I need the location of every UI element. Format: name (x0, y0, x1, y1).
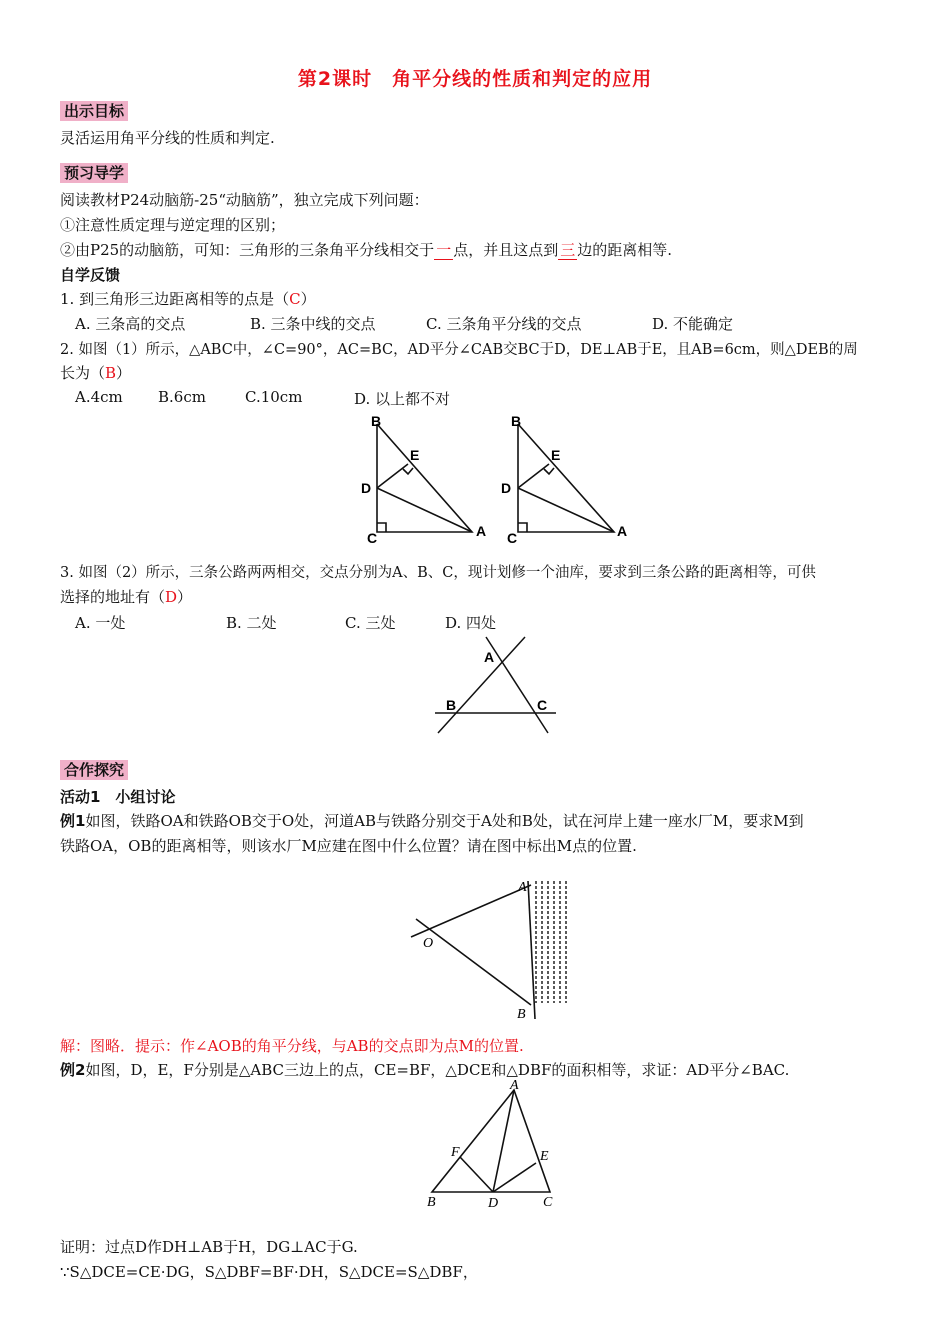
question-2-line1: 2. 如图（1）所示，△ABC中，∠C=90°，AC=BC，AD平分∠CAB交BC于D，DE⊥AB于E，且AB=6cm，则△DEB的周 (60, 342, 858, 358)
fig2-label-b: B (446, 697, 457, 713)
blank-answer-1: 一 (436, 241, 452, 259)
q2-option-a: A.4cm (75, 388, 123, 406)
figure-triangle-abc (418, 1078, 568, 1213)
example-1-line2: 铁路OA，OB的距离相等，则该水厂M应建在图中什么位置？请在图中标出M点的位置. (60, 837, 637, 855)
figure-three-roads (430, 635, 565, 740)
fig1-label-a: A (476, 523, 487, 539)
activity-heading: 活动1 小组讨论 (60, 788, 176, 806)
segment-ad (493, 1090, 514, 1192)
q1-option-a: A. 三条高的交点 (75, 315, 186, 333)
preview-intro: 阅读教材P24动脑筋-25“动脑筋”，独立完成下列问题： (60, 191, 429, 209)
q1-option-b: B. 三条中线的交点 (250, 315, 376, 333)
section-objectives (60, 100, 128, 121)
figure-railways-river (408, 873, 578, 1023)
road-ac (486, 637, 548, 733)
example-1-answer: 解：图略．提示：作∠AOB的角平分线，与AB的交点即为点M的位置. (60, 1037, 524, 1055)
triangle-left (377, 424, 472, 532)
fig2-label-c: C (537, 697, 548, 713)
river-ab (528, 881, 535, 1019)
explore-tag: 合作探究 (60, 760, 128, 780)
road-ab (438, 637, 525, 733)
proof-line-1: 证明：过点D作DH⊥AB于H，DG⊥AC于G. (60, 1238, 358, 1256)
section-preview (60, 162, 128, 183)
q3-option-b: B. 二处 (226, 614, 277, 632)
question-3-line2: 选择的地址有（D） (60, 588, 193, 606)
fig1-label-a2: A (617, 523, 628, 539)
triangle-right (518, 424, 614, 532)
fig4-label-e: E (540, 1149, 549, 1164)
section-explore (60, 759, 128, 780)
q1-option-d: D. 不能确定 (652, 315, 734, 333)
fig1-label-e2: E (551, 447, 561, 463)
q2-option-d: D. 以上都不对 (354, 390, 451, 408)
fig1-label-b: B (371, 413, 382, 429)
figure-right-triangles (355, 412, 645, 547)
question-2-line2: 长为（B） (60, 364, 132, 382)
fig4-label-f: F (451, 1145, 460, 1160)
q3-answer: D (165, 588, 178, 606)
segment-fd (460, 1157, 493, 1192)
fig1-label-e: E (410, 447, 420, 463)
objectives-tag: 出示目标 (60, 101, 128, 121)
q1-option-c: C. 三条角平分线的交点 (426, 315, 582, 333)
fig1-label-c: C (367, 530, 378, 546)
fig4-label-a: A (510, 1078, 519, 1093)
fig1-label-c2: C (507, 530, 518, 546)
segment-ed (493, 1163, 536, 1192)
page-title: 第2课时 角平分线的性质和判定的应用 (297, 68, 653, 90)
example-2: 例2如图，D，E，F分别是△ABC三边上的点，CE=BF，△DCE和△DBF的面积相等，求证：AD平分∠BAC. (60, 1061, 790, 1079)
triangle-abc (432, 1090, 550, 1192)
river-hatching (536, 881, 566, 1003)
fig3-label-a: A (518, 880, 527, 895)
q3-option-c: C. 三处 (345, 614, 396, 632)
fig4-label-d: D (488, 1196, 499, 1211)
fig1-label-b2: B (511, 413, 522, 429)
fig3-label-b: B (517, 1007, 526, 1022)
proof-line-2: ∵S△DCE=CE·DG，S△DBF=BF·DH，S△DCE=S△DBF， (60, 1263, 478, 1281)
preview-tag: 预习导学 (60, 163, 128, 183)
q3-option-a: A. 一处 (75, 614, 126, 632)
question-3-line1: 3. 如图（2）所示，三条公路两两相交，交点分别为A、B、C，现计划修一个油库，要求到三条公路的距离相等，可供 (60, 565, 816, 581)
q2-option-c: C.10cm (245, 388, 303, 406)
feedback-heading: 自学反馈 (60, 266, 121, 284)
fig4-label-c: C (543, 1195, 553, 1210)
fig1-label-d2: D (501, 480, 512, 496)
fig3-label-o: O (423, 936, 434, 951)
q1-answer: C (289, 290, 301, 308)
q3-option-d: D. 四处 (445, 614, 497, 632)
fig2-label-a: A (484, 649, 495, 665)
preview-item-1: ①注意性质定理与逆定理的区别； (60, 216, 286, 234)
objectives-text: 灵活运用角平分线的性质和判定. (60, 129, 275, 147)
example-1-line1: 例1如图，铁路OA和铁路OB交于O处，河道AB与铁路分别交于A处和B处，试在河岸上建一座水厂M，要求M到 (60, 812, 804, 830)
q2-option-b: B.6cm (158, 388, 206, 406)
fig1-label-d: D (361, 480, 372, 496)
railway-ob (416, 919, 531, 1005)
q2-answer: B (105, 364, 117, 382)
blank-answer-2: 三 (560, 241, 576, 259)
question-1: 1. 到三角形三边距离相等的点是（C） (60, 290, 316, 308)
preview-item-2: ②由P25的动脑筋，可知：三角形的三条角平分线相交于 一 点，并且这点到 三 边的距离相等. (60, 241, 673, 259)
fig4-label-b: B (427, 1195, 436, 1210)
